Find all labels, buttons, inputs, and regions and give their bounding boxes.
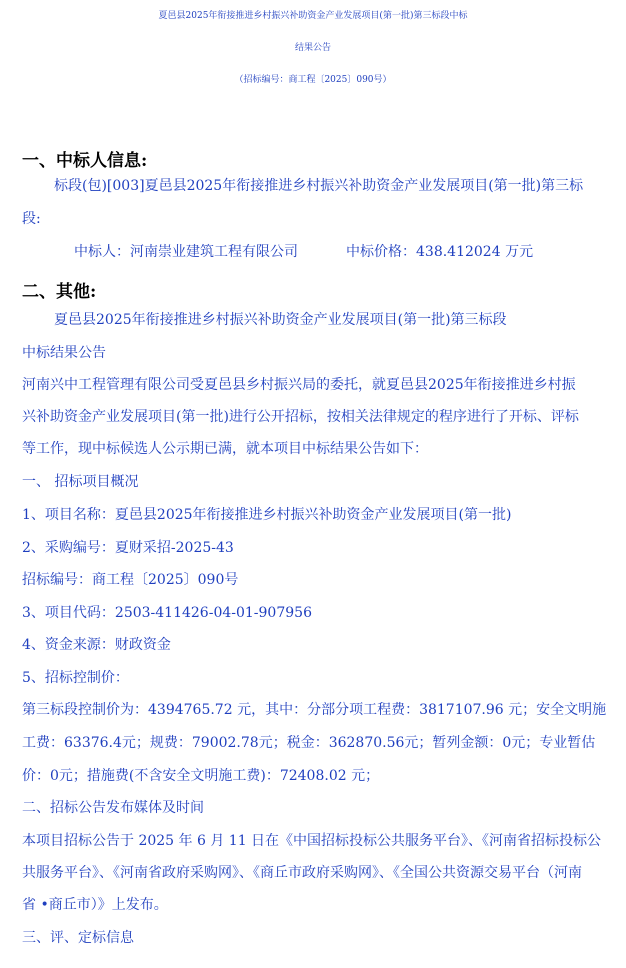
other-line-3: 河南兴中工程管理有限公司受夏邑县乡村振兴局的委托，就夏邑县2025年衔接推进乡村振 (22, 377, 576, 393)
lot-description-line-2: 段: (22, 211, 41, 227)
bid-number: （招标编号：商工程〔2025〕090号） (234, 75, 392, 85)
other-line-12: 5、招标控制价： (22, 670, 129, 686)
lot-description-line-1: 标段(包)[003]夏邑县2025年衔接推进乡村振兴补助资金产业发展项目(第一批)第三标 (54, 178, 584, 194)
other-line-11: 4、资金来源：财政资金 (22, 637, 171, 653)
other-line-15: 价：0元；措施费(不含安全文明施工费)：72408.02 元； (22, 768, 380, 784)
other-line-16: 二、招标公告发布媒体及时间 (22, 800, 204, 816)
winner-name: 中标人：河南崇业建筑工程有限公司 (74, 244, 298, 260)
winning-price: 中标价格：438.412024 万元 (346, 244, 534, 260)
other-line-6: 一、 招标项目概况 (22, 474, 139, 490)
other-line-1: 夏邑县2025年衔接推进乡村振兴补助资金产业发展项目(第一批)第三标段 (54, 312, 507, 328)
other-line-2: 中标结果公告 (22, 345, 106, 361)
other-line-9: 招标编号：商工程〔2025〕090号 (22, 572, 239, 588)
other-line-13: 第三标段控制价为：4394765.72 元，其中：分部分项工程费：3817107.96 元；安全文明施 (22, 702, 607, 718)
section-heading-winner-info: 一、中标人信息: (22, 151, 148, 171)
other-line-7: 1、项目名称：夏邑县2025年衔接推进乡村振兴补助资金产业发展项目(第一批) (22, 507, 512, 523)
other-line-20: 三、评、定标信息 (22, 930, 134, 946)
page-title-line-1: 夏邑县2025年衔接推进乡村振兴补助资金产业发展项目(第一批)第三标段中标 (158, 11, 468, 21)
other-line-19: 省 •商丘市）》上发布。 (22, 897, 168, 913)
other-line-5: 等工作，现中标候选人公示期已满，就本项目中标结果公告如下： (22, 441, 428, 457)
page-title-line-2: 结果公告 (294, 43, 331, 53)
other-line-10: 3、项目代码：2503-411426-04-01-907956 (22, 605, 312, 621)
section-heading-other: 二、其他: (22, 282, 97, 302)
other-line-18: 共服务平台》、《河南省政府采购网》、《商丘市政府采购网》、《全国公共资源交易平台（河南 (22, 865, 582, 881)
other-line-17: 本项目招标公告于 2025 年 6 月 11 日在《中国招标投标公共服务平台》、《河南省招标投标公 (22, 833, 602, 849)
other-line-4: 兴补助资金产业发展项目(第一批)进行公开招标，按相关法律规定的程序进行了开标、评标 (22, 409, 579, 425)
other-line-8: 2、采购编号：夏财采招-2025-43 (22, 540, 234, 556)
other-line-14: 工费：63376.4元；规费：79002.78元；税金：362870.56元；暂列金额：0元；专业暂估 (22, 735, 596, 751)
